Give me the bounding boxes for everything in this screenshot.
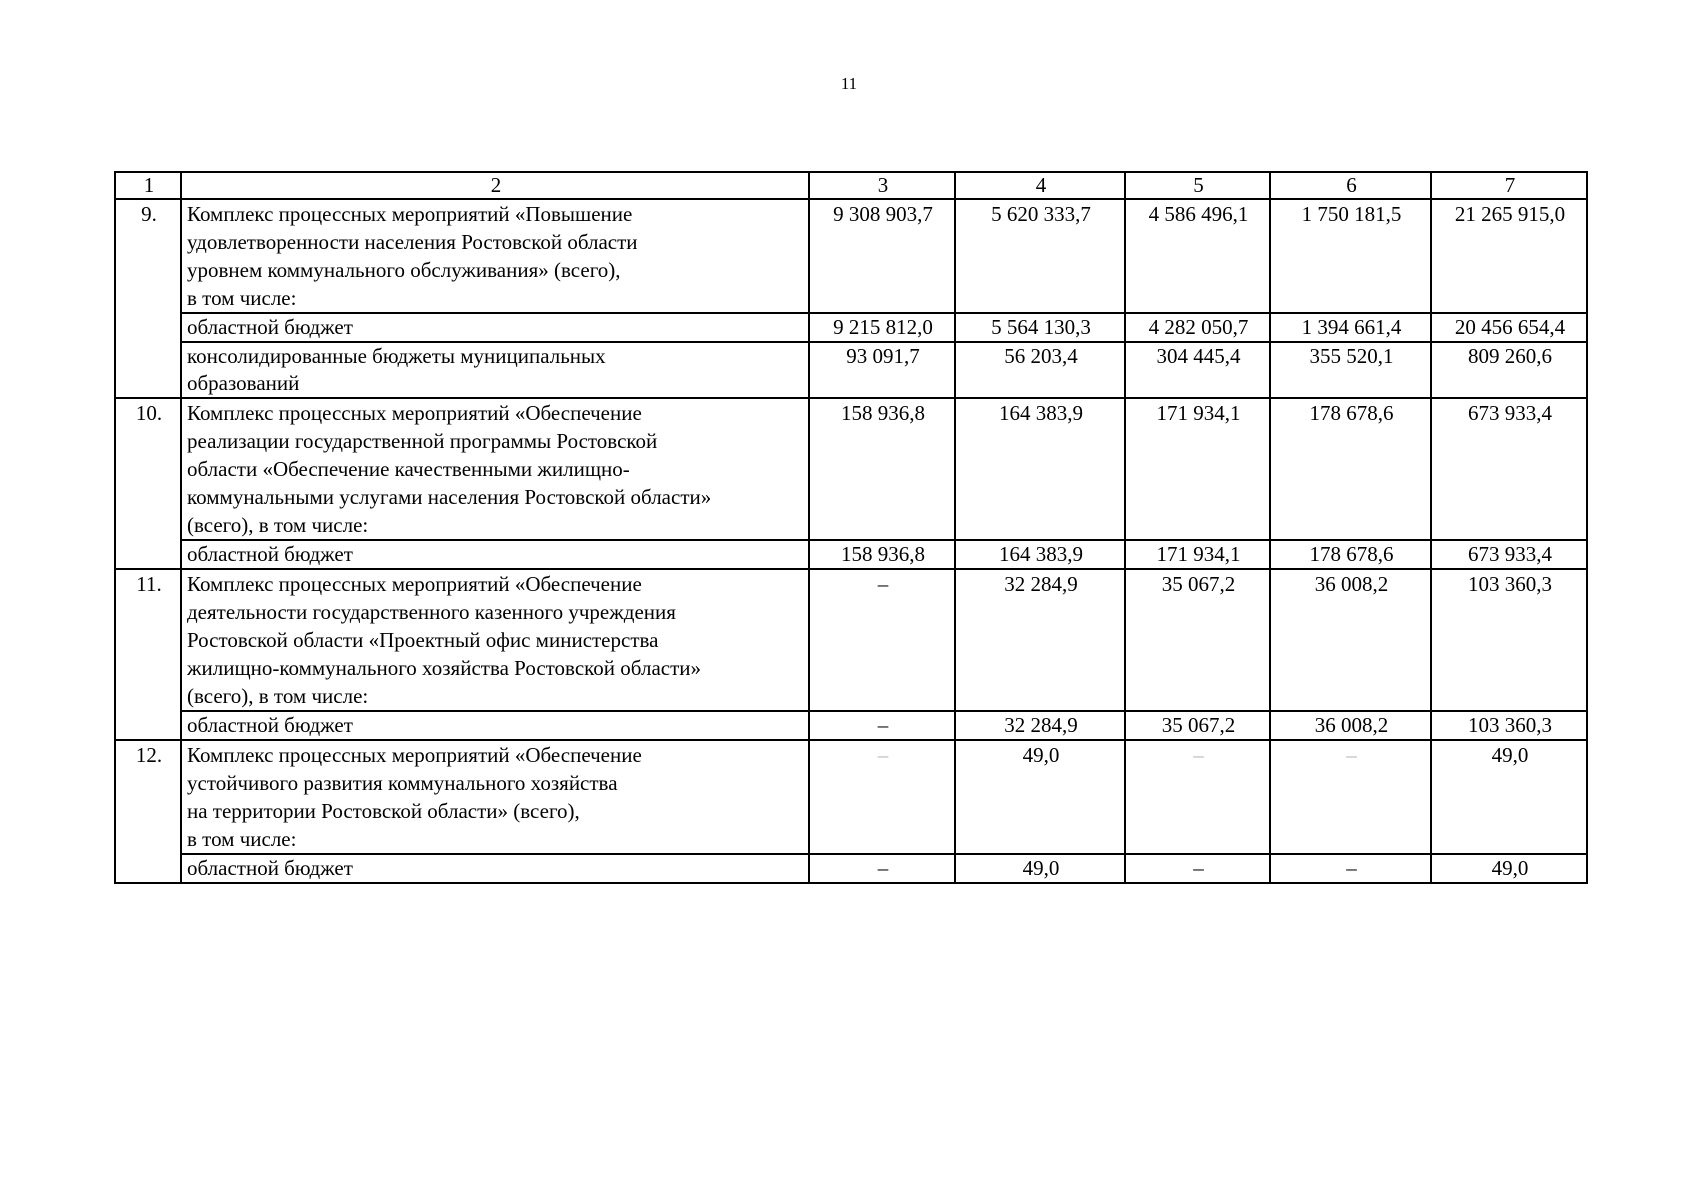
title-line: (всего), в том числе: [187, 684, 369, 708]
value-cell: 93 091,7 [809, 342, 955, 398]
table-row [115, 569, 1587, 711]
column-number: 3 [809, 172, 955, 199]
value-cell: 164 383,9 [955, 398, 1125, 540]
value-cell: 809 260,6 [1431, 342, 1587, 398]
value-cell: – [809, 711, 955, 740]
value-cell: 36 008,2 [1270, 711, 1431, 740]
row-index: 11. [115, 569, 181, 740]
value-cell: 673 933,4 [1431, 398, 1587, 540]
value-cell: 4 282 050,7 [1125, 313, 1270, 342]
column-number: 1 [115, 172, 181, 199]
column-number: 4 [955, 172, 1125, 199]
row-index: 10. [115, 398, 181, 569]
column-number-row [115, 172, 1587, 199]
value-cell: 158 936,8 [809, 540, 955, 569]
title-line: уровнем коммунального обслуживания» (всего), [187, 258, 621, 282]
value-cell: 35 067,2 [1125, 711, 1270, 740]
value-cell: 36 008,2 [1270, 569, 1431, 711]
value-cell: 158 936,8 [809, 398, 955, 540]
value-cell: 178 678,6 [1270, 398, 1431, 540]
value-cell: – [809, 854, 955, 883]
value-cell: 49,0 [955, 740, 1125, 854]
value-cell: 20 456 654,4 [1431, 313, 1587, 342]
value-cell: 9 308 903,7 [809, 199, 955, 313]
value-cell: – [809, 569, 955, 711]
title-line: в том числе: [187, 827, 297, 851]
title-line: коммунальными услугами населения Ростовской области» [187, 485, 712, 509]
value-cell: 21 265 915,0 [1431, 199, 1587, 313]
table-row [115, 313, 1587, 342]
value-cell: 49,0 [1431, 740, 1587, 854]
title-line: Комплекс процессных мероприятий «Обеспечение [187, 743, 642, 767]
value-cell: 35 067,2 [1125, 569, 1270, 711]
value-cell: 103 360,3 [1431, 569, 1587, 711]
value-cell: 9 215 812,0 [809, 313, 955, 342]
title-line: удовлетворенности населения Ростовской области [187, 230, 638, 254]
value-cell: 164 383,9 [955, 540, 1125, 569]
title-line: Комплекс процессных мероприятий «Повышение [187, 202, 633, 226]
title-line: в том числе: [187, 286, 297, 310]
value-cell: – [1270, 740, 1431, 854]
label-line: консолидированные бюджеты муниципальных [187, 344, 606, 368]
table-row [115, 711, 1587, 740]
title-line: устойчивого развития коммунального хозяйства [187, 771, 618, 795]
budget-source-label: областной бюджет [181, 854, 809, 883]
value-cell: 103 360,3 [1431, 711, 1587, 740]
title-line: реализации государственной программы Ростовской [187, 429, 658, 453]
table-row [115, 540, 1587, 569]
column-number: 5 [1125, 172, 1270, 199]
value-cell: – [809, 740, 955, 854]
value-cell: – [1125, 740, 1270, 854]
value-cell: 171 934,1 [1125, 398, 1270, 540]
value-cell: 56 203,4 [955, 342, 1125, 398]
value-cell: 32 284,9 [955, 569, 1125, 711]
row-index: 9. [115, 199, 181, 398]
row-index: 12. [115, 740, 181, 883]
title-line: Комплекс процессных мероприятий «Обеспечение [187, 401, 642, 425]
title-line: области «Обеспечение качественными жилищно- [187, 457, 630, 481]
budget-source-label [181, 342, 809, 398]
column-number: 2 [181, 172, 809, 199]
value-cell: 5 620 333,7 [955, 199, 1125, 313]
program-title [181, 569, 809, 711]
title-line: Комплекс процессных мероприятий «Обеспечение [187, 572, 642, 596]
table-row [115, 342, 1587, 398]
page-number: 11 [840, 74, 858, 93]
column-number: 6 [1270, 172, 1431, 199]
value-cell: – [1125, 854, 1270, 883]
title-line: деятельности государственного казенного учреждения [187, 600, 676, 624]
label-line: образований [187, 371, 300, 395]
table-row [115, 854, 1587, 883]
value-cell: 304 445,4 [1125, 342, 1270, 398]
program-title [181, 199, 809, 313]
value-cell: 673 933,4 [1431, 540, 1587, 569]
value-cell: 5 564 130,3 [955, 313, 1125, 342]
title-line: Ростовской области «Проектный офис министерства [187, 628, 659, 652]
budget-source-label: областной бюджет [181, 711, 809, 740]
value-cell: 4 586 496,1 [1125, 199, 1270, 313]
title-line: жилищно-коммунального хозяйства Ростовской области» [187, 656, 701, 680]
budget-table [114, 171, 1588, 884]
title-line: (всего), в том числе: [187, 513, 369, 537]
table-row [115, 199, 1587, 313]
program-title [181, 398, 809, 540]
budget-source-label: областной бюджет [181, 540, 809, 569]
budget-source-label: областной бюджет [181, 313, 809, 342]
value-cell: 355 520,1 [1270, 342, 1431, 398]
value-cell: 1 394 661,4 [1270, 313, 1431, 342]
value-cell: 178 678,6 [1270, 540, 1431, 569]
value-cell: 49,0 [1431, 854, 1587, 883]
program-title [181, 740, 809, 854]
column-number: 7 [1431, 172, 1587, 199]
value-cell: 1 750 181,5 [1270, 199, 1431, 313]
table-row [115, 740, 1587, 854]
table-row [115, 398, 1587, 540]
value-cell: – [1270, 854, 1431, 883]
value-cell: 171 934,1 [1125, 540, 1270, 569]
value-cell: 32 284,9 [955, 711, 1125, 740]
title-line: на территории Ростовской области» (всего), [187, 799, 580, 823]
value-cell: 49,0 [955, 854, 1125, 883]
